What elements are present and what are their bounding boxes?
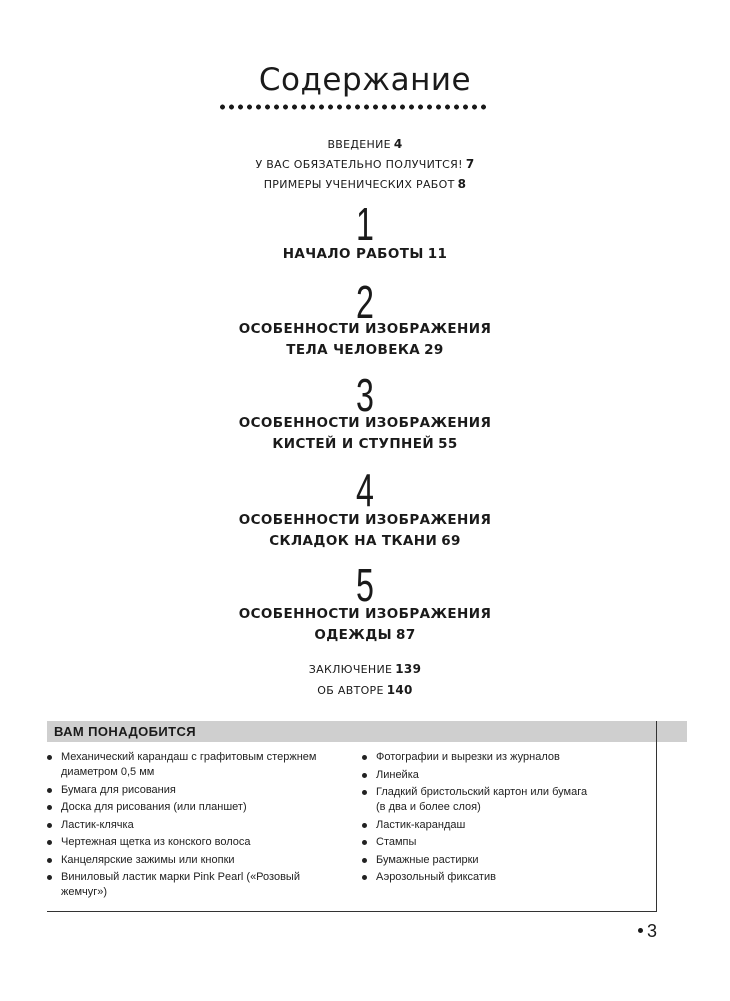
bullet-icon xyxy=(47,858,52,863)
bullet-icon xyxy=(47,755,52,760)
list-item xyxy=(47,750,347,780)
page-title: Содержание xyxy=(258,62,472,98)
list-item-text: Бумага для рисования xyxy=(61,783,176,796)
materials-heading: ВАМ ПОНАДОБИТСЯ xyxy=(47,721,687,742)
list-item xyxy=(47,853,347,868)
list-item-text: Стампы xyxy=(376,836,417,848)
list-item xyxy=(47,870,347,900)
toc-entry-label: ВВЕДЕНИЕ xyxy=(327,138,391,151)
chapter-title-line2: СКЛАДОК НА ТКАНИ xyxy=(269,533,438,549)
toc-entry-page: 140 xyxy=(386,683,413,697)
toc-entry-conclusion[interactable] xyxy=(0,662,730,676)
list-item xyxy=(362,853,592,868)
list-item xyxy=(362,835,592,850)
toc-entry-student-works[interactable] xyxy=(0,177,730,191)
chapter-title-line1: ОСОБЕННОСТИ ИЗОБРАЖЕНИЯ xyxy=(238,321,492,337)
list-item xyxy=(362,785,592,815)
toc-entry-page: 139 xyxy=(395,662,422,676)
materials-box xyxy=(47,721,657,912)
chapter-page: 55 xyxy=(438,436,458,452)
chapter-title-line1: ОСОБЕННОСТИ ИЗОБРАЖЕНИЯ xyxy=(238,415,492,431)
toc-entry-chapter-1[interactable] xyxy=(0,246,730,262)
page-number-text: 3 xyxy=(647,921,658,941)
toc-entry-label: У ВАС ОБЯЗАТЕЛЬНО ПОЛУЧИТСЯ! xyxy=(255,158,463,171)
toc-entry-chapter-4[interactable] xyxy=(0,533,730,549)
bullet-icon xyxy=(362,755,367,760)
chapter-number: 2 xyxy=(356,276,374,328)
bullet-icon xyxy=(47,788,52,793)
list-item-text: Гладкий бристольский картон или бумага (в два и более слоя) xyxy=(376,786,588,813)
toc-entry-intro[interactable] xyxy=(0,137,730,151)
list-item xyxy=(362,818,592,833)
list-item-text: Доска для рисования (или планшет) xyxy=(61,801,247,813)
bullet-icon xyxy=(47,823,52,828)
chapter-title-line1: ОСОБЕННОСТИ ИЗОБРАЖЕНИЯ xyxy=(238,512,492,528)
chapter-title-line2: КИСТЕЙ И СТУПНЕЙ xyxy=(272,436,435,452)
list-item xyxy=(47,818,347,833)
list-item-text: Чертежная щетка из конского волоса xyxy=(61,836,251,848)
bullet-icon xyxy=(47,875,52,880)
toc-entry-page: 7 xyxy=(465,157,475,171)
page-dot-icon xyxy=(638,928,643,933)
chapter-number: 3 xyxy=(356,369,374,421)
list-item-text: Канцелярские зажимы или кнопки xyxy=(61,853,235,866)
toc-entry-about-author[interactable] xyxy=(0,683,730,697)
bullet-icon xyxy=(362,773,367,778)
box-border-right xyxy=(656,721,657,912)
chapter-number: 5 xyxy=(356,559,374,611)
chapter-number: 4 xyxy=(356,464,374,516)
list-item-text: Бумажные растирки xyxy=(376,853,479,866)
list-item-text: Виниловый ластик марки Pink Pearl («Розовый жемчуг») xyxy=(61,871,300,898)
list-item-text: Аэрозольный фиксатив xyxy=(376,871,496,883)
bullet-icon xyxy=(47,805,52,810)
list-item xyxy=(362,750,592,765)
bullet-icon xyxy=(362,858,367,863)
list-item xyxy=(47,800,347,815)
toc-entry-you-will-succeed[interactable] xyxy=(0,157,730,171)
toc-entry-chapter-5[interactable] xyxy=(0,627,730,643)
toc-entry-page: 4 xyxy=(393,137,403,151)
bullet-icon xyxy=(47,840,52,845)
toc-entry-chapter-2[interactable] xyxy=(0,342,730,358)
toc-entry-page: 8 xyxy=(457,177,467,191)
toc-entry-chapter-3[interactable] xyxy=(0,436,730,452)
chapter-title-line2: ТЕЛА ЧЕЛОВЕКА xyxy=(286,342,421,358)
chapter-page: 29 xyxy=(424,342,444,358)
list-item xyxy=(47,835,347,850)
materials-list-left xyxy=(47,750,347,903)
chapter-page: 11 xyxy=(427,246,448,262)
chapter-title-line2: ОДЕЖДЫ xyxy=(314,627,393,643)
list-item xyxy=(362,768,592,783)
toc-entry-label: ОБ АВТОРЕ xyxy=(317,684,384,697)
list-item-text: Ластик-клячка xyxy=(61,818,134,831)
list-item xyxy=(362,870,592,885)
bullet-icon xyxy=(362,840,367,845)
list-item xyxy=(47,783,347,798)
page-number xyxy=(638,921,657,942)
chapter-page: 87 xyxy=(396,627,416,643)
list-item-text: Фотографии и вырезки из журналов xyxy=(376,751,560,763)
chapter-title-line1: НАЧАЛО РАБОТЫ xyxy=(282,246,424,262)
bullet-icon xyxy=(362,823,367,828)
materials-list-right xyxy=(362,750,592,888)
chapter-title-line1: ОСОБЕННОСТИ ИЗОБРАЖЕНИЯ xyxy=(238,606,492,622)
bullet-icon xyxy=(362,875,367,880)
chapter-page: 69 xyxy=(441,533,461,549)
list-item-text: Механический карандаш с графитовым стержнем диаметром 0,5 мм xyxy=(61,751,317,778)
chapter-number: 1 xyxy=(356,198,374,250)
dotted-divider xyxy=(218,104,490,110)
list-item-text: Линейка xyxy=(376,768,419,781)
toc-entry-label: ПРИМЕРЫ УЧЕНИЧЕСКИХ РАБОТ xyxy=(263,178,455,191)
box-border-bottom xyxy=(47,911,657,912)
list-item-text: Ластик-карандаш xyxy=(376,818,466,831)
bullet-icon xyxy=(362,790,367,795)
toc-entry-label: ЗАКЛЮЧЕНИЕ xyxy=(308,663,393,676)
